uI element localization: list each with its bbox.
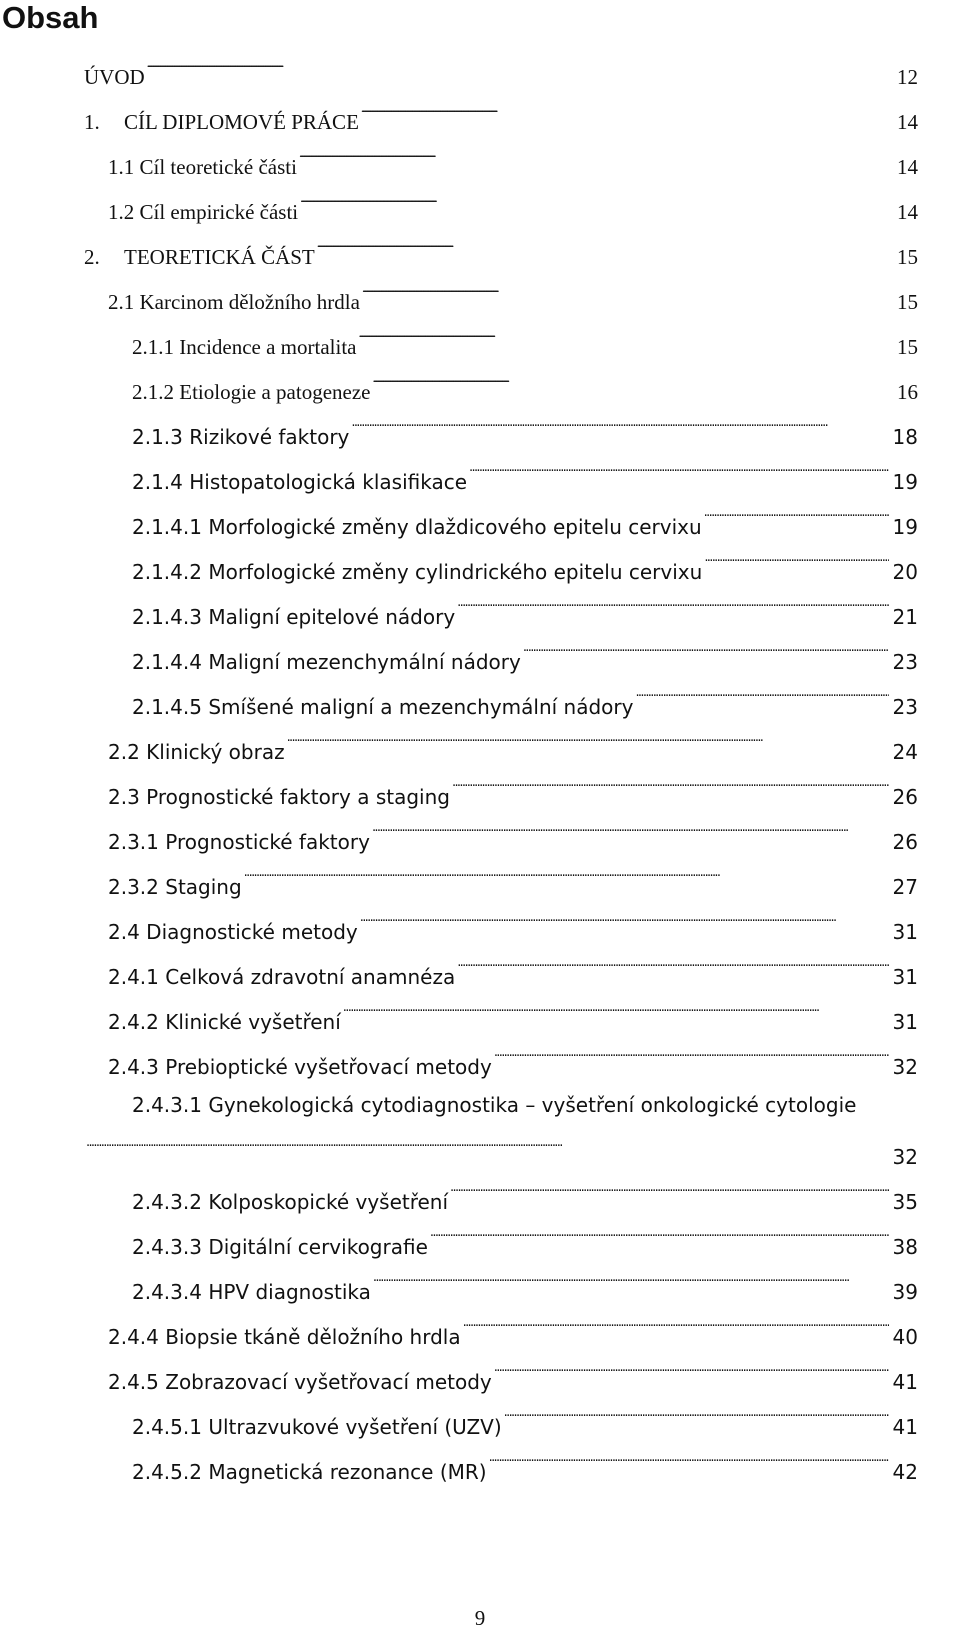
toc-entry[interactable] xyxy=(84,56,918,91)
toc-entry[interactable] xyxy=(108,866,918,901)
toc-entry-text: 2.4.3 Prebioptické vyšetřovací metody xyxy=(108,1055,492,1079)
toc-entry-text: 2.4.3.3 Digitální cervikografie xyxy=(132,1235,428,1259)
toc-entry[interactable] xyxy=(108,911,918,946)
toc-entry-text: 2.1.2 Etiologie a patogeneze xyxy=(132,380,371,404)
toc-entry-text: 2.4.3.1 Gynekologická cytodiagnostika – vyšetření onkologické cytologie xyxy=(132,1093,857,1117)
leader-dots xyxy=(343,1001,889,1029)
toc-entry-text: 2.1.1 Incidence a mortalita xyxy=(132,335,357,359)
toc-entry-text: 2.2 Klinický obraz xyxy=(108,740,285,764)
leader-dots xyxy=(373,1271,889,1299)
toc-entry-number: 1. xyxy=(84,110,100,134)
toc-entry-text: 2.1.4 Histopatologická klasifikace xyxy=(132,470,468,494)
toc-entry-text: 2.4.5.2 Magnetická rezonance (MR) xyxy=(132,1460,487,1484)
toc-entry-page: 16 xyxy=(897,380,918,404)
toc-entry[interactable] xyxy=(132,1226,918,1261)
leader-dots xyxy=(351,416,888,444)
toc-entry-page: 35 xyxy=(892,1190,918,1214)
toc-entry[interactable] xyxy=(132,461,918,496)
toc-entry-page: 38 xyxy=(892,1235,918,1259)
toc-entry-text: 1.1 Cíl teoretické části xyxy=(108,155,297,179)
toc-entry[interactable] xyxy=(108,821,918,856)
toc-entry-text: CÍL DIPLOMOVÉ PRÁCE xyxy=(124,110,359,134)
toc-entry[interactable] xyxy=(108,731,918,766)
leader-dots xyxy=(504,1406,889,1434)
leader-dots xyxy=(457,596,888,624)
toc-entry-text: 2.4.2 Klinické vyšetření xyxy=(108,1010,341,1034)
toc-entry-page: 27 xyxy=(892,875,918,899)
toc-entry[interactable] xyxy=(132,416,918,451)
leader-dots xyxy=(362,281,893,309)
leader-dots xyxy=(494,1361,889,1389)
leader-dots xyxy=(463,1316,889,1344)
leader-dots xyxy=(523,641,889,669)
leader-dots xyxy=(86,1136,889,1164)
toc-entry[interactable] xyxy=(132,686,918,721)
toc-entry-page: 21 xyxy=(892,605,918,629)
toc-entry-page: 32 xyxy=(892,1145,918,1169)
toc-entry-page: 12 xyxy=(897,65,918,89)
toc-entry-text: 2.4.5.1 Ultrazvukové vyšetření (UZV) xyxy=(132,1415,502,1439)
toc-entry[interactable] xyxy=(108,191,918,226)
leader-dots xyxy=(317,236,893,264)
toc-entry-text: 2.1.3 Rizikové faktory xyxy=(132,425,350,449)
page-title: Obsah xyxy=(2,0,99,35)
leader-dots xyxy=(361,101,893,129)
toc-entry[interactable] xyxy=(132,326,918,361)
toc-entry-page: 26 xyxy=(892,830,918,854)
leader-dots xyxy=(372,821,889,849)
toc-entry-page: 41 xyxy=(892,1415,918,1439)
toc-entry-page: 32 xyxy=(892,1055,918,1079)
toc-entry[interactable] xyxy=(108,776,918,811)
toc-entry-page: 39 xyxy=(892,1280,918,1304)
toc-entry-page: 14 xyxy=(897,155,918,179)
toc-entry[interactable] xyxy=(108,1316,918,1351)
leader-dots xyxy=(635,686,888,714)
leader-dots xyxy=(287,731,889,759)
toc-entry-text: 2.4.3.4 HPV diagnostika xyxy=(132,1280,371,1304)
toc-entry-continuation[interactable] xyxy=(84,1136,918,1171)
toc-entry-page: 15 xyxy=(897,290,918,314)
leader-dots xyxy=(469,461,889,489)
toc-entry[interactable] xyxy=(132,551,918,586)
toc-entry[interactable] xyxy=(132,1181,918,1216)
leader-dots xyxy=(299,146,893,174)
toc-entry-page: 31 xyxy=(892,965,918,989)
toc-entry-text: 2.1.4.3 Maligní epitelové nádory xyxy=(132,605,456,629)
leader-dots xyxy=(430,1226,889,1254)
toc-entry-page: 14 xyxy=(897,110,918,134)
toc-entry[interactable] xyxy=(132,506,918,541)
leader-dots xyxy=(373,371,894,399)
toc-entry-text: TEORETICKÁ ČÁST xyxy=(124,245,315,269)
toc-entry-text: 2.3.2 Staging xyxy=(108,875,242,899)
toc-entry-page: 15 xyxy=(897,245,918,269)
page-number: 9 xyxy=(474,1606,486,1630)
leader-dots xyxy=(300,191,893,219)
toc-entry-number: 2. xyxy=(84,245,100,269)
toc-entry-text: 2.4.1 Celková zdravotní anamnéza xyxy=(108,965,456,989)
leader-dots xyxy=(704,506,889,534)
toc-entry[interactable] xyxy=(132,1091,918,1119)
toc-entry-text: 1.2 Cíl empirické části xyxy=(108,200,299,224)
toc-entry-page: 19 xyxy=(892,470,918,494)
toc-entry-text: 2.4 Diagnostické metody xyxy=(108,920,358,944)
toc-entry-text: 2.1.4.1 Morfologické změny dlaždicového epitelu cervixu xyxy=(132,515,702,539)
leader-dots xyxy=(452,776,889,804)
leader-dots xyxy=(359,326,894,354)
toc-entry[interactable] xyxy=(108,956,918,991)
leader-dots xyxy=(360,911,889,939)
toc-entry-text: 2.3 Prognostické faktory a staging xyxy=(108,785,450,809)
toc-entry-page: 41 xyxy=(892,1370,918,1394)
toc-entry-page: 24 xyxy=(892,740,918,764)
toc-entry-text: 2.4.3.2 Kolposkopické vyšetření xyxy=(132,1190,449,1214)
toc-entry[interactable] xyxy=(108,146,918,181)
toc-entry-text: 2.1.4.4 Maligní mezenchymální nádory xyxy=(132,650,521,674)
toc-entry-page: 40 xyxy=(892,1325,918,1349)
toc-entry[interactable] xyxy=(132,371,918,406)
toc-entry-page: 18 xyxy=(892,425,918,449)
toc-entry[interactable] xyxy=(132,1271,918,1306)
leader-dots xyxy=(244,866,889,894)
toc-entry-text: 2.4.5 Zobrazovací vyšetřovací metody xyxy=(108,1370,492,1394)
toc-entry-page: 26 xyxy=(892,785,918,809)
toc-entry-page: 14 xyxy=(897,200,918,224)
toc-entry-text: 2.3.1 Prognostické faktory xyxy=(108,830,370,854)
leader-dots xyxy=(457,956,888,984)
toc-entry-page: 42 xyxy=(892,1460,918,1484)
toc-entry-text: 2.1 Karcinom děložního hrdla xyxy=(108,290,360,314)
toc-entry[interactable] xyxy=(84,236,918,271)
toc-entry[interactable] xyxy=(132,1406,918,1441)
leader-dots xyxy=(147,56,893,84)
toc-entry-text: ÚVOD xyxy=(84,65,145,89)
toc-entry-text: 2.1.4.2 Morfologické změny cylindrického epitelu cervixu xyxy=(132,560,703,584)
toc-entry[interactable] xyxy=(108,281,918,316)
toc-entry-page: 31 xyxy=(892,1010,918,1034)
toc-entry-page: 31 xyxy=(892,920,918,944)
leader-dots xyxy=(489,1451,889,1479)
toc-entry-page: 20 xyxy=(892,560,918,584)
toc-entry[interactable] xyxy=(132,596,918,631)
toc-entry-page: 23 xyxy=(892,695,918,719)
leader-dots xyxy=(704,551,888,579)
toc-entry[interactable] xyxy=(108,1001,918,1036)
toc-entry[interactable] xyxy=(132,1451,918,1486)
leader-dots xyxy=(494,1046,889,1074)
toc-entry-page: 23 xyxy=(892,650,918,674)
toc-entry[interactable] xyxy=(132,641,918,676)
toc-entry[interactable] xyxy=(84,101,918,136)
toc-entry-page: 19 xyxy=(892,515,918,539)
toc-entry[interactable] xyxy=(108,1046,918,1081)
toc-entry-text: 2.1.4.5 Smíšené maligní a mezenchymální nádory xyxy=(132,695,634,719)
toc-entry-text: 2.4.4 Biopsie tkáně děložního hrdla xyxy=(108,1325,461,1349)
toc-entry-page: 15 xyxy=(897,335,918,359)
toc-entry[interactable] xyxy=(108,1361,918,1396)
leader-dots xyxy=(450,1181,889,1209)
